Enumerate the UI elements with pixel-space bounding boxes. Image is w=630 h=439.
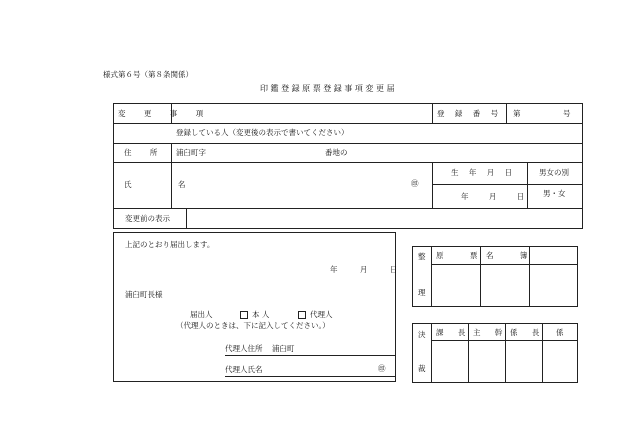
reg-number-prefix: 第 (513, 109, 521, 118)
option-agent-label: 代理人 (310, 310, 333, 319)
form-number: 様式第６号（第８条関係） (103, 70, 193, 79)
birth-label: 生 年 月 日 (451, 168, 517, 177)
agent-seal: ㊞ (378, 364, 386, 373)
gender-label: 男女の別 (539, 168, 569, 177)
kessai-label-top: 決 (418, 330, 426, 339)
address-town: 浦臼町字 (176, 148, 206, 157)
applicant-label: 届出人 (190, 310, 213, 319)
checkbox-self[interactable] (240, 311, 248, 319)
seiri-col-meibo: 名 簿 (486, 251, 540, 260)
seiri-label-top: 整 (418, 252, 426, 261)
name-label: 氏 名 (124, 180, 208, 189)
seal-mark: ㊞ (411, 179, 419, 188)
form-title: 印 鑑 登 録 原 票 登 録 事 項 変 更 届 (260, 84, 395, 93)
seiri-col-genpyo: 原 票 (436, 251, 490, 260)
option-agent[interactable] (298, 311, 333, 319)
kessai-col-shukan: 主 幹 (473, 328, 509, 337)
agent-address-label: 代理人住所 (225, 344, 263, 353)
birth-date-format: 年 月 日 (461, 192, 534, 201)
reg-number-label: 登 録 番 号 (437, 109, 503, 118)
kessai-label-bottom: 裁 (418, 364, 426, 373)
agent-note: （代理人のときは、下に記入してください。） (176, 321, 330, 330)
agent-name-line (225, 376, 395, 377)
agent-address-line (225, 355, 395, 356)
option-self[interactable] (240, 311, 269, 319)
kessai-col-kacho: 課 長 (436, 328, 472, 337)
checkbox-agent[interactable] (298, 311, 306, 319)
before-change-label: 変更前の表示 (125, 214, 170, 223)
registered-person-note: 登録している人（変更後の表示で書いてください） (176, 128, 349, 137)
reg-number-suffix: 号 (563, 109, 571, 118)
kessai-col-kakaricho: 係 長 (510, 328, 546, 337)
agent-address-value: 浦臼町 (272, 344, 295, 353)
agent-name-label: 代理人氏名 (225, 365, 263, 374)
address-label: 住 所 (124, 148, 166, 157)
address-banchi: 番地の (325, 148, 348, 157)
declaration-date: 年 月 日 (330, 265, 408, 274)
declaration-statement: 上記のとおり届出します。 (125, 240, 215, 249)
change-items-label: 変 更 事 項 (118, 109, 212, 118)
gender-options: 男・女 (543, 189, 566, 198)
addressee: 浦臼町長様 (125, 290, 163, 299)
kessai-col-kakari: 係 (556, 328, 564, 337)
seiri-label-bottom: 理 (418, 288, 426, 297)
option-self-label: 本 人 (252, 310, 270, 319)
